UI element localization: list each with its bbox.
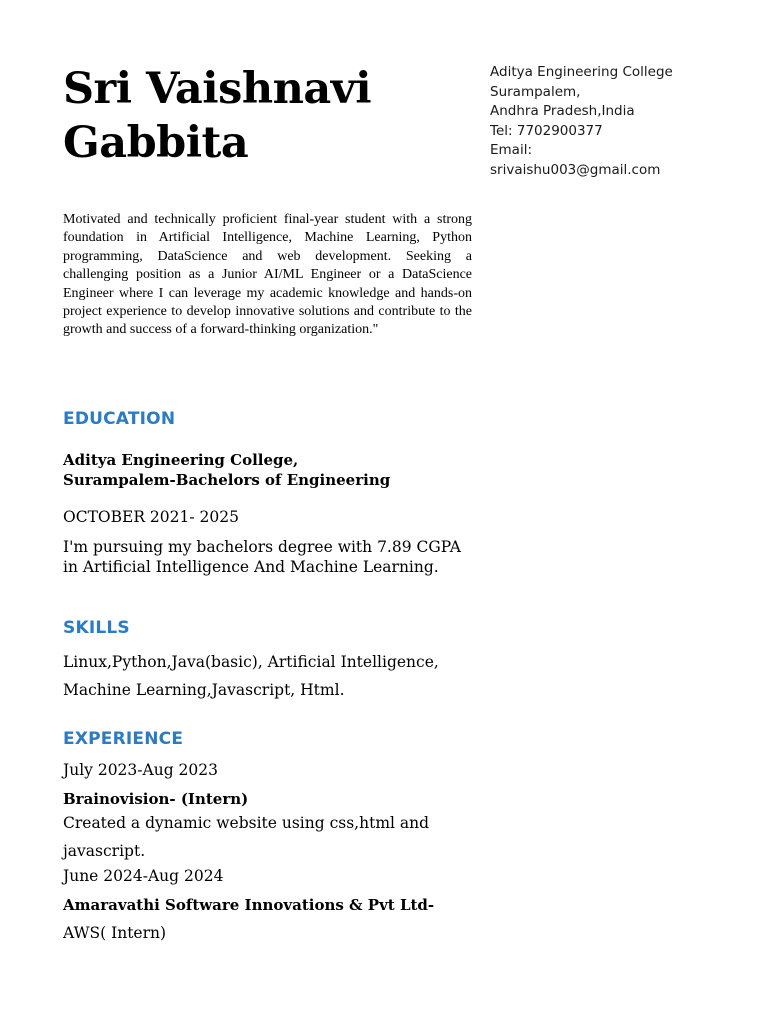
education-institution-line1: Aditya Engineering College, <box>63 451 299 469</box>
job1-organization: Brainovision- (Intern) <box>63 790 249 808</box>
contact-college: Aditya Engineering College <box>490 64 673 80</box>
education-description-line2: in Artificial Intelligence And Machine Learning. <box>63 558 439 576</box>
skills-heading: SKILLS <box>63 618 130 638</box>
contact-state: Andhra Pradesh,India <box>490 103 635 119</box>
education-heading: EDUCATION <box>63 409 176 429</box>
contact-email-label: Email: <box>490 142 533 158</box>
skills-list <box>63 648 483 704</box>
experience-heading: EXPERIENCE <box>63 729 184 749</box>
education-dates: OCTOBER 2021- 2025 <box>63 508 239 526</box>
contact-email: srivaishu003@gmail.com <box>490 161 661 178</box>
job2-role: AWS( Intern) <box>63 924 167 942</box>
job1-dates: July 2023-Aug 2023 <box>63 761 218 779</box>
job1-description-line2: javascript. <box>63 842 146 860</box>
education-institution-line2: Surampalem-Bachelors of Engineering <box>63 470 391 489</box>
skills-line2: Machine Learning,Javascript, Html. <box>63 681 345 699</box>
education-description-line1: I'm pursuing my bachelors degree with 7.89 CGPA <box>63 538 461 556</box>
candidate-name-line1: Sri Vaishnavi <box>63 64 372 114</box>
job2-dates: June 2024-Aug 2024 <box>63 867 224 885</box>
contact-phone: Tel: 7702900377 <box>490 122 603 139</box>
job2-organization: Amaravathi Software Innovations & Pvt Ltd- <box>63 896 435 914</box>
education-institution <box>63 451 483 490</box>
candidate-name <box>63 62 463 170</box>
candidate-name-line2: Gabbita <box>63 118 249 168</box>
skills-line1: Linux,Python,Java(basic), Artificial Intelligence, <box>63 653 439 671</box>
career-summary: Motivated and technically proficient final-year student with a strong foundation in Artificial Intelligence, Machine Learning, Python programming, DataScience and web development. Seeking a challenging position as a Junior AI/ML Engineer or a DataScience Engineer where I can leverage my academic knowledge and hands-on project experience to develop innovative solutions and contribute to the growth and success of a forward-thinking organization." <box>63 212 472 338</box>
job1-description-line1: Created a dynamic website using css,html and <box>63 814 430 832</box>
education-description <box>63 537 483 577</box>
contact-town: Surampalem, <box>490 83 581 100</box>
job1-description <box>63 809 483 865</box>
contact-info <box>490 63 673 180</box>
